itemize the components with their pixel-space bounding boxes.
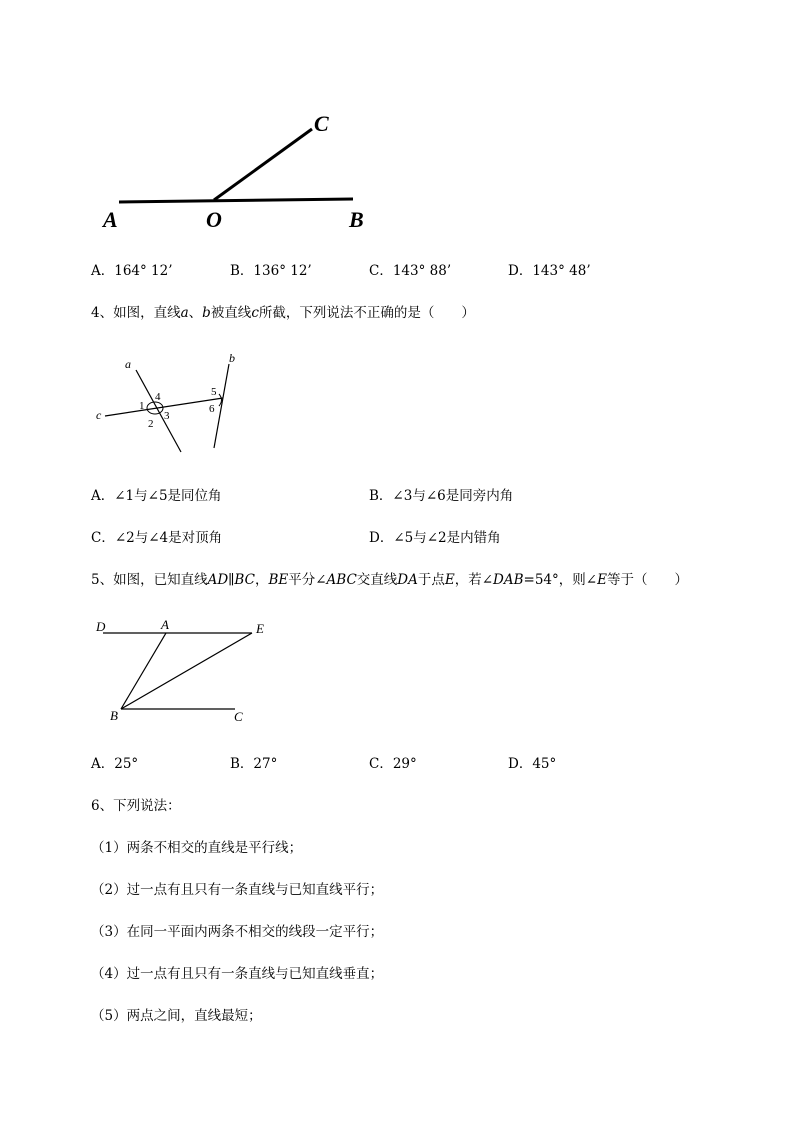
angle-arc-b [219, 394, 222, 406]
q6-item-1: （1）两条不相交的直线是平行线； [91, 840, 303, 856]
q3-option-a[interactable]: A．164° 12’ [91, 263, 173, 279]
label-c: C [234, 709, 243, 724]
q5-option-a[interactable]: A．25° [91, 756, 139, 772]
q4-option-a[interactable]: A．∠1与∠5是同位角 [91, 488, 222, 504]
line-ab [119, 199, 353, 202]
segment-ba [121, 633, 166, 709]
label-c: c [96, 408, 102, 422]
q5-option-c[interactable]: C．29° [369, 756, 417, 772]
label-c: C [314, 111, 329, 136]
angle-1-label: 1 [139, 400, 145, 412]
label-b: B [110, 708, 118, 723]
figure-parallel-lines [90, 612, 280, 727]
angle-5-label: 5 [211, 386, 217, 398]
label-d: D [96, 619, 106, 634]
label-a: A [103, 207, 118, 232]
label-b: b [229, 351, 235, 365]
label-o: O [206, 207, 222, 232]
line-b [214, 364, 229, 448]
figure-angle-aob [100, 108, 370, 238]
angle-3-label: 3 [164, 410, 170, 422]
q4-stem: 4、如图，直线a、b被直线c所截，下列说法不正确的是（ ） [91, 305, 475, 321]
q5-stem: 5、如图，已知直线AD∥BC，BE平分∠ABC交直线DA于点E，若∠DAB=54°，则∠E等于（ ） [91, 572, 688, 588]
segment-be [121, 633, 252, 709]
q3-option-b[interactable]: B．136° 12’ [230, 263, 312, 279]
q5-option-d[interactable]: D．45° [508, 756, 557, 772]
label-b: B [349, 207, 364, 232]
q6-stem: 6、下列说法： [91, 798, 181, 814]
q4-option-d[interactable]: D．∠5与∠2是内错角 [369, 530, 501, 546]
label-e: E [256, 621, 264, 636]
q6-item-4: （4）过一点有且只有一条直线与已知直线垂直； [91, 966, 384, 982]
ray-oc [214, 129, 312, 200]
q6-item-3: （3）在同一平面内两条不相交的线段一定平行； [91, 924, 384, 940]
label-a: A [161, 617, 169, 632]
angle-6-label: 6 [209, 403, 215, 415]
angle-2-label: 2 [148, 418, 154, 430]
q4-option-c[interactable]: C．∠2与∠4是对顶角 [91, 530, 223, 546]
q3-option-c[interactable]: C．143° 88’ [369, 263, 452, 279]
q5-option-b[interactable]: B．27° [230, 756, 278, 772]
figure-transversal [90, 350, 250, 460]
q6-item-2: （2）过一点有且只有一条直线与已知直线平行； [91, 882, 384, 898]
label-a: a [125, 357, 131, 371]
q3-option-d[interactable]: D．143° 48’ [508, 263, 591, 279]
angle-4-label: 4 [155, 391, 161, 403]
q4-option-b[interactable]: B．∠3与∠6是同旁内角 [369, 488, 514, 504]
q6-item-5: （5）两点之间，直线最短； [91, 1008, 262, 1024]
